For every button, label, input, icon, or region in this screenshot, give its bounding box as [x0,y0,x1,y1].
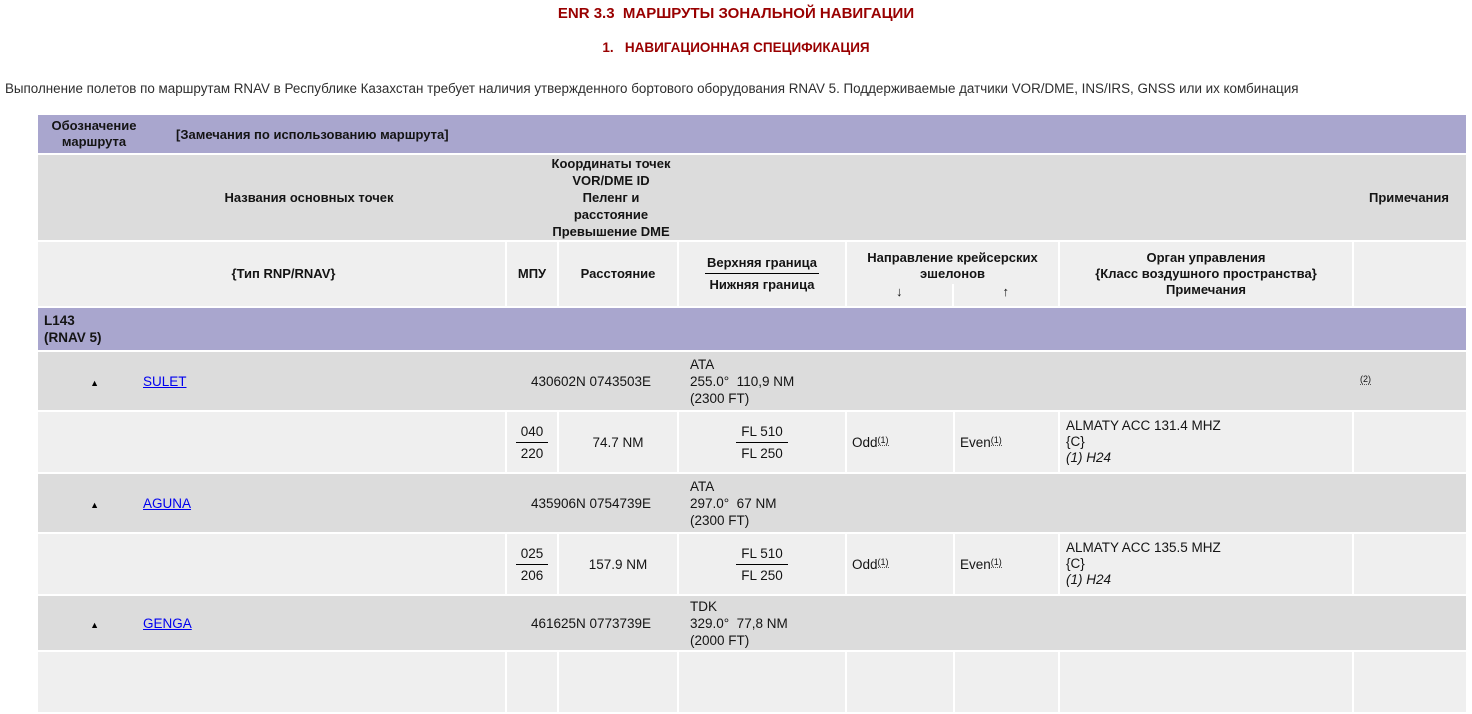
waypoint-vor-info [677,474,1058,534]
control-header-line: Орган управления [1146,250,1266,265]
waypoint-coordinates: 461625N 0773739E [505,596,677,652]
upper-limit-header: Верхняя граница [705,255,819,274]
lower-limit: FL 250 [741,567,783,583]
route-nav-spec: (RNAV 5) [44,330,102,345]
segment-distance [557,652,677,714]
segment-track [505,412,557,474]
airspace-class: {C} [1066,556,1085,571]
segment-control [1058,534,1352,596]
waypoint-vor-info [677,596,1058,652]
waypoint-remark-cell [1352,474,1466,534]
cruising-direction-header [845,242,1058,308]
segment-row-partial [38,652,1466,714]
waypoint-link-aguna[interactable]: AGUNA [143,495,192,511]
header-spacer [677,155,1058,242]
waypoint-triangle-icon: ▲ [90,377,99,388]
segment-down-levels [845,412,953,474]
vor-dme-id: TDK [690,598,717,614]
upper-limit: FL 510 [736,424,788,443]
names-header: Названия основных точек [38,155,505,242]
header-row-points [38,155,1466,242]
waypoint-name-cell [115,596,505,652]
segment-up-levels [953,652,1058,714]
rnp-type-header: {Тип RNP/RNAV} [38,242,505,308]
control-remark: (1) H24 [1066,572,1112,587]
waypoint-triangle-icon: ▲ [90,499,99,510]
segment-row [38,534,1466,596]
waypoint-row [38,352,1466,412]
waypoint-control-cell [1058,352,1352,412]
control-header-line: {Класс воздушного пространства} [1095,266,1317,281]
bearing-distance: 329.0° 77,8 NM [690,615,788,631]
waypoint-marker-cell [38,596,115,652]
footnote-ref-1[interactable]: (1) [877,434,889,445]
route-band [38,308,1466,352]
down-levels-label: Odd [852,556,878,572]
segment-down-levels [845,534,953,596]
waypoint-marker-cell [38,352,115,412]
waypoint-remark-cell [1352,352,1466,412]
control-header [1058,242,1352,308]
lower-limit-header: Нижняя граница [709,277,815,292]
header-spacer [1352,242,1466,308]
vor-dme-id: ATA [690,356,715,372]
coords-header-line: Пеленг и расстояние [573,190,649,222]
waypoint-row [38,474,1466,534]
route-band-row [38,308,1466,352]
footnote-ref-1[interactable]: (1) [990,556,1002,567]
dme-elevation: (2300 FT) [690,390,750,406]
lower-limit: FL 250 [741,445,783,461]
segment-limits [677,412,845,474]
route-designator-header: Обозначение маршрута [51,118,137,149]
segment-track [505,652,557,714]
segment-up-levels [953,412,1058,474]
footnote-ref-1[interactable]: (1) [990,434,1002,445]
segment-up-levels [953,534,1058,596]
remarks-header: Примечания [1352,155,1466,242]
waypoint-coordinates: 430602N 0743503E [505,352,677,412]
route-usage-remarks-header: [Замечания по использованию маршрута] [176,126,449,142]
coords-header-line: Превышение DME [552,224,670,239]
control-unit: ALMATY ACC 131.4 MHZ [1066,418,1221,433]
waypoint-link-sulet[interactable]: SULET [143,373,187,389]
routes-table-container [38,115,1472,714]
track-forward: 025 [516,546,549,565]
coords-header-line: Координаты точек [551,156,671,171]
waypoint-name-cell [115,474,505,534]
routes-table [38,115,1466,714]
segment-spacer [38,652,505,714]
segment-limits [677,534,845,596]
coords-header-line: VOR/DME ID [572,173,650,188]
segment-distance: 157.9 NM [557,534,677,596]
dme-elevation: (2000 FT) [690,632,750,648]
intro-paragraph: Выполнение полетов по маршрутам RNAV в Республике Казахстан требует наличия утвержденного бортового оборудования RNAV 5. Поддерживаемые датчики VOR/DME, INS/IRS, GNSS или их комбинация [5,81,1299,96]
footnote-ref-2[interactable]: (2) [1360,373,1371,384]
cruising-direction-label: Направление крейсерских эшелонов [867,250,1038,281]
control-remark: (1) H24 [1066,450,1112,465]
track-reverse: 206 [520,567,544,583]
segment-control [1058,412,1352,474]
airspace-class: {C} [1066,434,1085,449]
segment-down-levels [845,652,953,714]
dme-elevation: (2300 FT) [690,512,750,528]
header-row-route [38,115,1466,155]
header-spacer [1058,155,1352,242]
page-title: ENR 3.3 МАРШРУТЫ ЗОНАЛЬНОЙ НАВИГАЦИИ [557,5,915,22]
waypoint-row [38,596,1466,652]
segment-limits [677,652,845,714]
header-row-columns [38,242,1466,308]
route-designator: L143 [44,313,75,328]
segment-spacer [38,534,505,596]
limits-header [677,242,845,308]
waypoint-name-cell [115,352,505,412]
waypoint-remark-cell [1352,596,1466,652]
segment-remark-cell [1352,412,1466,474]
segment-distance: 74.7 NM [557,412,677,474]
waypoint-marker-cell [38,474,115,534]
segment-row [38,412,1466,474]
coordinates-header [505,155,677,242]
bearing-distance: 255.0° 110,9 NM [690,373,795,389]
segment-remark-cell [1352,534,1466,596]
section-heading: 1. НАВИГАЦИОННАЯ СПЕЦИФИКАЦИЯ [602,40,870,55]
control-header-line: Примечания [1165,282,1246,297]
control-unit: ALMATY ACC 135.5 MHZ [1066,540,1221,555]
waypoint-triangle-icon: ▲ [90,619,99,630]
track-reverse: 220 [520,445,544,461]
segment-track [505,534,557,596]
waypoint-vor-info [677,352,1058,412]
distance-header: Расстояние [557,242,677,308]
arrow-up-icon: ↑ [952,284,1059,306]
footnote-ref-1[interactable]: (1) [877,556,889,567]
up-levels-label: Even [960,434,991,450]
vor-dme-id: ATA [690,478,715,494]
segment-control [1058,652,1352,714]
track-forward: 040 [516,424,549,443]
segment-spacer [38,412,505,474]
waypoint-control-cell [1058,596,1352,652]
arrow-down-icon: ↓ [896,284,903,299]
upper-limit: FL 510 [736,546,788,565]
waypoint-coordinates: 435906N 0754739E [505,474,677,534]
bearing-distance: 297.0° 67 NM [690,495,777,511]
waypoint-link-genga[interactable]: GENGA [143,615,192,631]
track-header: МПУ [505,242,557,308]
waypoint-control-cell [1058,474,1352,534]
segment-remark-cell [1352,652,1466,714]
up-levels-label: Even [960,556,991,572]
down-levels-label: Odd [852,434,878,450]
